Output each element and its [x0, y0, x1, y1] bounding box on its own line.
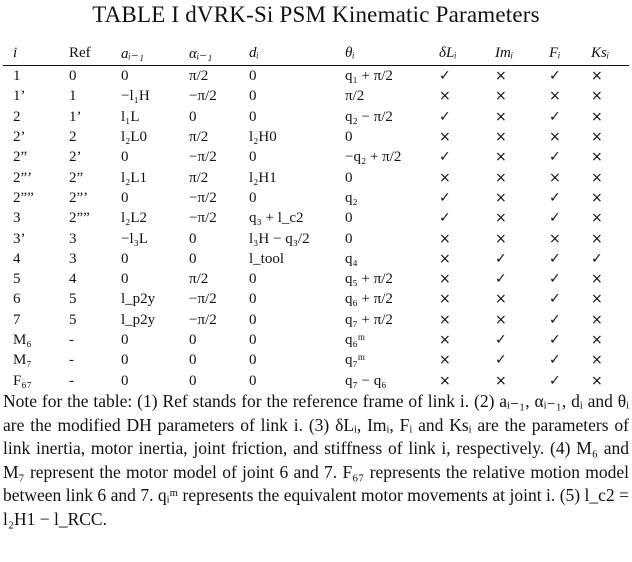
- table-row: [3, 269, 629, 289]
- table-cell: 4: [13, 250, 21, 267]
- table-cell: ×: [591, 311, 603, 328]
- table-row: [3, 330, 629, 350]
- column-header: i: [13, 44, 18, 61]
- table-cell: ✓: [495, 332, 507, 348]
- table-cell: 2: [13, 108, 21, 125]
- table-cell: ×: [439, 311, 451, 328]
- column-header: Ksᵢ: [591, 44, 610, 61]
- table-cell: l₃H − q₃/2: [249, 230, 310, 247]
- table-cell: q₂: [345, 189, 358, 206]
- table-cell: −l₁H: [121, 88, 150, 105]
- table-cell: ✓: [439, 210, 451, 227]
- table-cell: 2””: [13, 189, 34, 206]
- table-cell: ✓: [549, 189, 561, 206]
- table-cell: 0: [189, 250, 197, 267]
- table-cell: 0: [249, 108, 257, 125]
- table-cell: 2: [69, 129, 77, 146]
- table-cell: −l₃L: [121, 230, 149, 247]
- table-cell: l_p2y: [121, 311, 156, 328]
- table-cell: q₅ + π/2: [345, 271, 393, 288]
- table-cell: 5: [69, 291, 77, 308]
- table-cell: ✓: [549, 372, 561, 389]
- table-cell: ×: [495, 108, 507, 125]
- table-cell: 0: [121, 271, 129, 288]
- table-cell: −π/2: [189, 291, 217, 308]
- table-cell: 2’: [69, 149, 82, 166]
- table-cell: 0: [69, 68, 77, 85]
- table-cell: 1’: [13, 88, 26, 105]
- table-cell: l₂L1: [121, 169, 148, 186]
- table-cell: ×: [495, 129, 507, 146]
- table-body: [3, 66, 629, 391]
- column-header: αᵢ₋₁: [189, 45, 213, 62]
- table-cell: 0: [249, 189, 257, 206]
- kinematic-parameters-table: [3, 41, 629, 391]
- column-header: Ref: [69, 44, 91, 61]
- table-header-row: [3, 41, 629, 66]
- table-cell: ✓: [495, 271, 507, 288]
- table-cell: ×: [439, 352, 451, 369]
- table-cell: l_p2y: [121, 291, 156, 308]
- table-cell: ×: [591, 210, 603, 227]
- table-cell: 1: [69, 88, 77, 105]
- table-cell: 3: [69, 250, 77, 267]
- table-cell: 2”’: [69, 189, 89, 206]
- column-header: Imᵢ: [495, 44, 514, 61]
- table-cell: ✓: [495, 352, 507, 369]
- table-cell: ×: [591, 189, 603, 206]
- table-cell: ×: [591, 372, 603, 389]
- table-cell: -: [69, 372, 74, 389]
- table-cell: −π/2: [189, 189, 217, 206]
- table-cell: ✓: [439, 108, 451, 125]
- table-cell: ×: [591, 291, 603, 308]
- table-cell: M₇: [13, 352, 32, 369]
- table-cell: 6: [13, 291, 21, 308]
- table-cell: -: [69, 352, 74, 369]
- table-cell: ✓: [549, 210, 561, 227]
- table-cell: 0: [189, 230, 197, 247]
- table-cell: ×: [439, 129, 451, 146]
- table-cell: q₆ᵐ: [345, 332, 366, 348]
- table-cell: ✓: [549, 291, 561, 308]
- column-header: Fᵢ: [549, 44, 561, 61]
- column-header: aᵢ₋₁: [121, 45, 145, 62]
- table-cell: 0: [121, 352, 129, 369]
- table-cell: ×: [439, 332, 451, 348]
- table-cell: −q₂ + π/2: [345, 149, 402, 166]
- table-cell: ✓: [549, 108, 561, 125]
- table-cell: 0: [121, 250, 129, 267]
- table-cell: ×: [439, 250, 451, 267]
- table-cell: 5: [13, 271, 21, 288]
- table-row: [3, 289, 629, 309]
- table-cell: 0: [249, 68, 257, 85]
- table-cell: ✓: [549, 149, 561, 166]
- table-cell: ×: [495, 149, 507, 166]
- table-cell: 0: [345, 169, 353, 186]
- table-row: [3, 350, 629, 370]
- table-cell: ✓: [591, 250, 603, 267]
- table-cell: ✓: [549, 311, 561, 328]
- table-cell: ✓: [549, 68, 561, 85]
- table-cell: 0: [249, 88, 257, 105]
- table-row: [3, 66, 629, 87]
- table-cell: ×: [439, 169, 451, 186]
- table-cell: q₇ + π/2: [345, 311, 393, 328]
- table-cell: 7: [13, 311, 21, 328]
- table-cell: 0: [249, 291, 257, 308]
- table-cell: ×: [591, 129, 603, 146]
- table-cell: 2”’: [13, 169, 33, 186]
- table-cell: 0: [345, 230, 353, 247]
- table-row: [3, 167, 629, 187]
- table-cell: q₂ − π/2: [345, 108, 393, 125]
- table-row: [3, 370, 629, 390]
- table-cell: M₆: [13, 332, 32, 348]
- table-cell: q₃ + l_c2: [249, 210, 304, 227]
- table-row: [3, 208, 629, 228]
- column-header: δLᵢ: [439, 44, 457, 61]
- table-cell: 5: [69, 311, 77, 328]
- table-cell: F₆₇: [13, 372, 32, 389]
- table-cell: 2”: [13, 149, 28, 166]
- table-cell: 0: [189, 332, 197, 348]
- table-cell: −π/2: [189, 210, 217, 227]
- table-cell: ×: [591, 271, 603, 288]
- table-cell: ×: [591, 68, 603, 85]
- table-cell: 0: [249, 311, 257, 328]
- table-cell: l₂H1: [249, 169, 277, 186]
- table-cell: l_tool: [249, 250, 285, 267]
- table-cell: 3’: [13, 230, 26, 247]
- table-cell: 0: [189, 372, 197, 389]
- table-cell: 0: [189, 352, 197, 369]
- table-cell: ×: [495, 311, 507, 328]
- table-cell: π/2: [189, 68, 209, 85]
- table-cell: π/2: [189, 129, 209, 146]
- table-cell: −π/2: [189, 149, 217, 166]
- table-cell: ×: [495, 210, 507, 227]
- table-cell: l₂L2: [121, 210, 148, 227]
- table-cell: 3: [69, 230, 77, 247]
- table-row: [3, 127, 629, 147]
- table-cell: ×: [495, 291, 507, 308]
- table-cell: 0: [345, 129, 353, 146]
- table-cell: 0: [121, 332, 129, 348]
- table-cell: q₇ − q₆: [345, 372, 387, 389]
- table-cell: ✓: [439, 149, 451, 166]
- table-cell: 0: [345, 210, 353, 227]
- table-cell: −π/2: [189, 88, 217, 105]
- table-cell: ×: [439, 230, 451, 247]
- table-cell: 0: [189, 108, 197, 125]
- table-cell: π/2: [345, 88, 365, 105]
- table-cell: 0: [249, 372, 257, 389]
- table-row: [3, 188, 629, 208]
- table-cell: ✓: [495, 250, 507, 267]
- table-cell: 0: [121, 149, 129, 166]
- table-row: [3, 147, 629, 167]
- table-row: [3, 86, 629, 106]
- table-title: TABLE I dVRK-Si PSM Kinematic Parameters: [92, 2, 540, 27]
- table-cell: ×: [439, 372, 451, 389]
- table-cell: 1’: [69, 108, 82, 125]
- table-cell: 2”: [69, 169, 84, 186]
- table-cell: π/2: [189, 169, 209, 186]
- table-cell: ×: [495, 88, 507, 105]
- table-cell: q₁ + π/2: [345, 68, 393, 85]
- table-cell: q₇ᵐ: [345, 352, 366, 369]
- table-cell: -: [69, 332, 74, 348]
- table-cell: q₆ + π/2: [345, 291, 393, 308]
- table-cell: ×: [439, 88, 451, 105]
- table-note: Note for the table: (1) Ref stands for the reference frame of link i. (2) aᵢ₋₁, αᵢ₋₁, dᵢ and θᵢ are the modified DH parameters of link i. (3) δLᵢ, Imᵢ, Fᵢ and Ksᵢ are the parameters of link inertia, motor inertia, joint friction, and stiffness of link i, respectively. (4) M₆ and M₇ represent the motor model of joint 6 and 7. F₆₇ represents the relative motion model between link 6 and 7. qᵢᵐ represents the equivalent motor movements at joint i. (5) l_c2 = l₂H1 − l_RCC.: [3, 391, 629, 529]
- column-header: dᵢ: [249, 44, 259, 61]
- table-row: [3, 107, 629, 127]
- table-cell: 0: [121, 372, 129, 389]
- table-cell: 0: [249, 271, 257, 288]
- table-cell: ×: [439, 271, 451, 288]
- table-cell: 1: [13, 68, 21, 85]
- table-cell: ×: [591, 149, 603, 166]
- table-cell: ×: [495, 372, 507, 389]
- table-row: [3, 310, 629, 330]
- table-cell: l₂H0: [249, 129, 277, 146]
- table-cell: ✓: [439, 68, 451, 85]
- table-row: [3, 228, 629, 248]
- table-cell: ✓: [549, 352, 561, 369]
- table-cell: l₁L: [121, 108, 140, 125]
- table-cell: ×: [549, 169, 561, 186]
- table-cell: −π/2: [189, 311, 217, 328]
- table-cell: l₂L0: [121, 129, 148, 146]
- column-header: θᵢ: [345, 44, 355, 61]
- table-cell: ×: [495, 189, 507, 206]
- table-cell: ×: [591, 108, 603, 125]
- table-cell: ×: [591, 230, 603, 247]
- table-cell: ×: [439, 291, 451, 308]
- table-cell: 2’: [13, 129, 26, 146]
- table-cell: 0: [249, 332, 257, 348]
- table-cell: ×: [549, 230, 561, 247]
- table-cell: ×: [549, 88, 561, 105]
- table-cell: ×: [495, 68, 507, 85]
- table-cell: π/2: [189, 271, 209, 288]
- table-cell: ×: [549, 129, 561, 146]
- table-cell: ✓: [549, 271, 561, 288]
- table-row: [3, 249, 629, 269]
- table-cell: q₄: [345, 250, 358, 267]
- table-cell: ×: [591, 169, 603, 186]
- table-cell: 4: [69, 271, 77, 288]
- table-cell: ×: [495, 230, 507, 247]
- table-cell: 0: [121, 68, 129, 85]
- table-cell: ✓: [439, 189, 451, 206]
- table-cell: 2””: [69, 210, 90, 227]
- table-cell: ✓: [549, 250, 561, 267]
- table-cell: ×: [591, 88, 603, 105]
- table-cell: 0: [249, 149, 257, 166]
- table-cell: ×: [495, 169, 507, 186]
- table-cell: ×: [591, 332, 603, 348]
- table-cell: 3: [13, 210, 21, 227]
- table-cell: 0: [249, 352, 257, 369]
- table-cell: ×: [591, 352, 603, 369]
- table-cell: 0: [121, 189, 129, 206]
- table-cell: ✓: [549, 332, 561, 348]
